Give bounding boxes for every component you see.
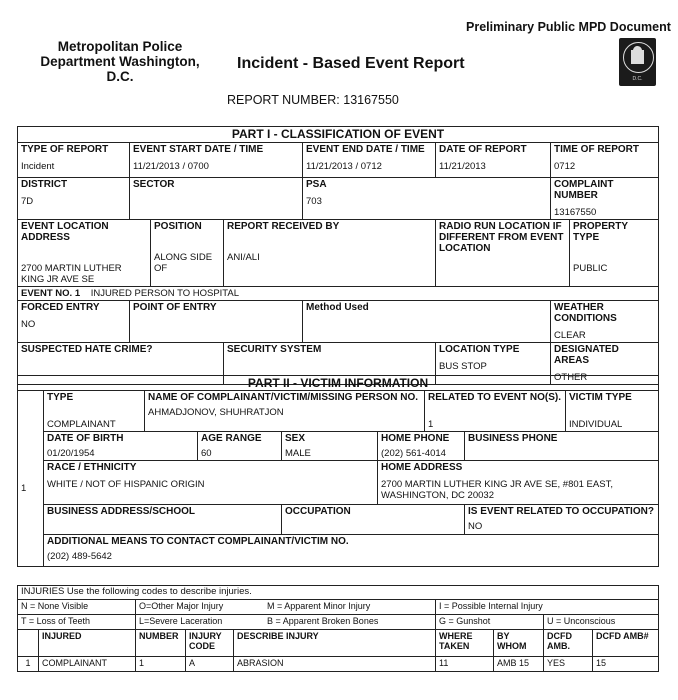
mpd-seal-icon [619,38,656,86]
weather-label: WEATHER CONDITIONS [554,302,617,324]
hdr-dcfd-amb: DCFD AMB. [544,630,593,657]
code-i: I = Possible Internal Injury [436,600,659,615]
code-u: U = Unconscious [544,615,659,630]
event-no-label: EVENT NO. 1 [21,288,81,299]
location-type: BUS STOP [439,361,487,372]
property-type-label: PROPERTY TYPE [573,221,628,243]
position: ALONG SIDE OF [154,252,213,274]
point-of-entry-label: POINT OF ENTRY [133,302,217,313]
name-label: NAME OF COMPLAINANT/VICTIM/MISSING PERSON NO. [148,392,419,403]
business-address-label: BUSINESS ADDRESS/SCHOOL [47,506,195,517]
code-m: M = Apparent Minor Injury [267,601,371,611]
radio-run-label: RADIO RUN LOCATION IF DIFFERENT FROM EVENT LOCATION [439,221,564,254]
designated-areas: OTHER [554,372,588,383]
victim-type-label: VICTIM TYPE [569,392,632,403]
hdr-number: NUMBER [136,630,186,657]
row-index: 1 [18,657,39,672]
time-of-report-label: TIME OF REPORT [554,144,639,155]
business-phone-label: BUSINESS PHONE [468,433,558,444]
hdr-injury-code: INJURY CODE [186,630,234,657]
sector-label: SECTOR [133,179,175,190]
event-end: 11/21/2013 / 0712 [306,161,382,172]
age-range: 60 [201,448,212,459]
method-used-label: Method Used [306,302,369,313]
part1-table [17,126,659,385]
hdr-by-whom: BY WHOM [494,630,544,657]
complaint-number-label: COMPLAINT NUMBER [554,179,614,201]
report-number: 13167550 [343,93,399,107]
code-g: G = Gunshot [436,615,544,630]
hdr-describe: DESCRIBE INJURY [234,630,436,657]
related-label: RELATED TO EVENT NO(S). [428,392,561,403]
designated-areas-label: DESIGNATED AREAS [554,344,619,366]
part1-title: PART I - CLASSIFICATION OF EVENT [18,127,659,143]
agency-name [30,39,210,84]
dob: 01/20/1954 [47,448,95,459]
report-received: ANI/ALI [227,252,260,263]
weather: CLEAR [554,330,586,341]
event-location: 2700 MARTIN LUTHER KING JR AVE SE [21,263,122,285]
event-start: 11/21/2013 / 0700 [133,161,209,172]
date-of-report: 11/21/2013 [439,161,486,172]
complaint-number: 13167550 [554,207,597,218]
home-phone: (202) 561-4014 [381,448,446,459]
code-l: L=Severe Laceration B = Apparent Broken Bones [136,615,436,630]
hdr-where: WHERE TAKEN [436,630,494,657]
row-injured: COMPLAINANT [39,657,136,672]
related-events: 1 [428,419,434,430]
row-by-whom: AMB 15 [494,657,544,672]
type-of-report-label: TYPE OF REPORT [21,144,109,155]
event-start-label: EVENT START DATE / TIME [133,144,264,155]
race-label: RACE / ETHNICITY [47,462,137,473]
code-t: T = Loss of Teeth [18,615,136,630]
table-row [18,657,659,672]
report-title: Incident - Based Event Report [237,55,465,72]
code-b: B = Apparent Broken Bones [267,616,379,626]
row-where: 11 [436,657,494,672]
row-dcfd-amb: YES [544,657,593,672]
agency-line1: Metropolitan Police [57,39,183,54]
sex: MALE [285,448,311,459]
part2-title: PART II - VICTIM INFORMATION [18,376,659,391]
sex-label: SEX [285,433,306,444]
victim-type: INDIVIDUAL [569,419,623,430]
time-of-report: 0712 [554,161,576,172]
forced-entry-label: FORCED ENTRY [21,302,100,313]
seal-text: D.C. [632,76,643,82]
part2-table [17,375,659,567]
location-type-label: LOCATION TYPE [439,344,520,355]
psa: 703 [306,196,322,207]
hdr-dcfd-amb-no: DCFD AMB# [593,630,659,657]
agency-line3: D.C. [106,69,134,84]
type-label: TYPE [47,392,74,403]
report-received-label: REPORT RECEIVED BY [227,221,340,232]
district-label: DISTRICT [21,179,68,190]
row-describe: ABRASION [234,657,436,672]
victim-row-number: 1 [18,391,44,567]
event-related: NO [468,521,483,532]
home-address-label: HOME ADDRESS [381,462,463,473]
property-type: PUBLIC [573,263,608,274]
agency-line2: Department Washington, [40,54,200,69]
row-dcfd-amb-no: 15 [593,657,659,672]
psa-label: PSA [306,179,327,190]
security-system-label: SECURITY SYSTEM [227,344,322,355]
victim-kind: COMPLAINANT [47,419,116,430]
additional-contact-label: ADDITIONAL MEANS TO CONTACT COMPLAINANT/VICTIM NO. [47,536,349,547]
position-label: POSITION [154,221,202,232]
injuries-table [17,585,659,672]
event-related-label: IS EVENT RELATED TO OCCUPATION? [468,506,654,517]
preliminary-label: Preliminary Public MPD Document [466,20,671,34]
occupation-label: OCCUPATION [285,506,351,517]
district: 7D [21,196,34,207]
home-phone-label: HOME PHONE [381,433,450,444]
victim-name: AHMADJONOV, SHUHRATJON [148,407,284,418]
age-label: AGE RANGE [201,433,262,444]
dob-label: DATE OF BIRTH [47,433,124,444]
home-address: 2700 MARTIN LUTHER KING JR AVE SE, #801 EAST, WASHINGTON, DC 20032 [381,479,613,501]
event-location-label: EVENT LOCATION ADDRESS [21,221,109,243]
injuries-title: INJURIES Use the following codes to describe injuries. [18,586,659,600]
forced-entry: NO [21,319,36,330]
code-o: O=Other Major Injury M = Apparent Minor Injury [136,600,436,615]
type-of-report: Incident [21,161,55,172]
hate-crime-label: SUSPECTED HATE CRIME? [21,344,153,355]
event-no-desc: INJURED PERSON TO HOSPITAL [90,288,240,299]
row-number: 1 [136,657,186,672]
date-of-report-label: DATE OF REPORT [439,144,527,155]
hdr-injured: INJURED [39,630,136,657]
report-number-line [227,93,399,107]
report-number-label: REPORT NUMBER: [227,93,340,107]
event-end-label: EVENT END DATE / TIME [306,144,425,155]
row-code: A [186,657,234,672]
code-n: N = None Visible [18,600,136,615]
additional-contact: (202) 489-5642 [47,551,112,562]
race: WHITE / NOT OF HISPANIC ORIGIN [47,479,205,490]
